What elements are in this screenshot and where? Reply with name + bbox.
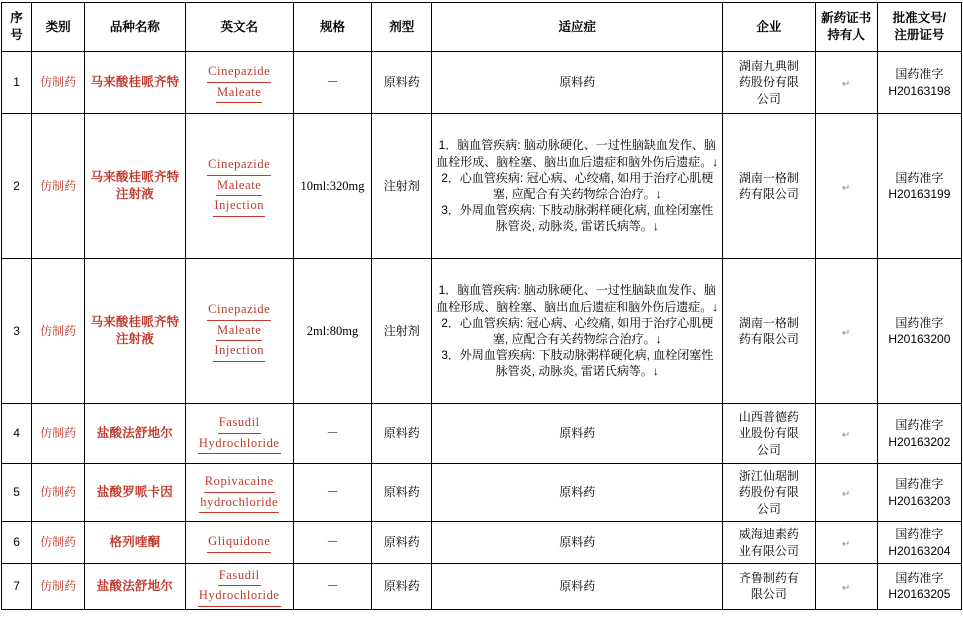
- enterprise-line: 公司: [756, 501, 781, 516]
- approval-line: 国药准字: [895, 418, 944, 433]
- indication-line: 2．心血管疾病: 冠心病、心绞痛, 如用于治疗心肌梗塞, 应配合有关药物综合治疗。↓: [441, 170, 714, 201]
- drug-approval-table: [1, 2, 962, 610]
- cell-enterprise: [723, 259, 815, 404]
- cell-seq: 4: [2, 404, 32, 464]
- en-line: hydrochloride: [199, 493, 279, 513]
- enterprise-line: 浙江仙琚制: [738, 469, 799, 484]
- cell-dosage-form: 注射剂: [372, 114, 432, 259]
- en-line: Injection: [213, 196, 265, 216]
- table-row: [2, 564, 962, 610]
- cell-name: 盐酸罗哌卡因: [85, 464, 185, 522]
- cell-spec: －: [293, 522, 371, 564]
- enterprise-line: 药股份有限: [738, 75, 799, 90]
- table-row: [2, 404, 962, 464]
- cell-category: 仿制药: [32, 564, 85, 610]
- paragraph-mark-icon: ↵: [841, 327, 851, 339]
- cell-spec: －: [293, 464, 371, 522]
- cell-category: 仿制药: [32, 259, 85, 404]
- en-line: Ropivacaine: [204, 472, 275, 492]
- cell-spec: 2ml:80mg: [293, 259, 371, 404]
- cell-cert-holder: [815, 259, 877, 404]
- cell-category: 仿制药: [32, 114, 85, 259]
- approval-line: H20163202: [888, 434, 951, 449]
- en-line: Fasudil: [218, 413, 261, 433]
- header-indications: 适应症: [432, 3, 723, 52]
- cell-name: 马来酸桂哌齐特: [85, 52, 185, 114]
- cell-seq: 7: [2, 564, 32, 610]
- cell-spec: －: [293, 52, 371, 114]
- cell-enterprise: [723, 564, 815, 610]
- approval-line: H20163198: [888, 83, 951, 98]
- cell-dosage-form: 原料药: [372, 564, 432, 610]
- cell-category: 仿制药: [32, 522, 85, 564]
- cell-approval-number: [877, 564, 961, 610]
- header-cert-line2: 持有人: [827, 28, 865, 42]
- table-row: [2, 114, 962, 259]
- paragraph-mark-icon: ↵: [841, 182, 851, 194]
- cell-cert-holder: [815, 52, 877, 114]
- cell-name: 盐酸法舒地尔: [85, 564, 185, 610]
- enterprise-line: 药股份有限: [738, 485, 799, 500]
- indication-line: 原料药: [559, 426, 596, 441]
- en-line: Injection: [213, 341, 265, 361]
- enterprise-line: 湖南一格制: [738, 170, 799, 185]
- header-appr-line2: 注册证号: [894, 28, 945, 42]
- paragraph-mark-icon: ↵: [841, 430, 851, 442]
- en-line: Maleate: [216, 321, 262, 341]
- cell-english-name: [185, 404, 293, 464]
- approval-line: H20163204: [888, 543, 951, 558]
- enterprise-line: 限公司: [750, 587, 787, 602]
- cell-english-name: [185, 522, 293, 564]
- header-approval-number: [877, 3, 961, 52]
- header-name: 品种名称: [85, 3, 185, 52]
- header-enterprise: 企业: [723, 3, 815, 52]
- indication-line: 1．脑血管疾病: 脑动脉硬化、一过性脑缺血发作、脑血栓形成、脑栓塞、脑出血后遗症和脑外伤后遗症。↓: [436, 138, 719, 169]
- cell-approval-number: [877, 259, 961, 404]
- table-row: [2, 52, 962, 114]
- header-seq-line2: 号: [10, 28, 23, 42]
- cell-english-name: [185, 564, 293, 610]
- cell-english-name: [185, 464, 293, 522]
- header-appr-line1: 批准文号/: [892, 11, 947, 26]
- cell-seq: 3: [2, 259, 32, 404]
- cell-enterprise: [723, 464, 815, 522]
- paragraph-mark-icon: ↵: [841, 79, 851, 91]
- en-line: Cinepazide: [207, 62, 271, 82]
- cell-approval-number: [877, 52, 961, 114]
- indication-line: 3．外周血管疾病: 下肢动脉粥样硬化病, 血栓闭塞性脉管炎, 动脉炎, 雷诺氏病等。↓: [441, 203, 714, 234]
- cell-dosage-form: 原料药: [372, 464, 432, 522]
- approval-line: 国药准字: [895, 527, 944, 542]
- cell-dosage-form: 原料药: [372, 52, 432, 114]
- en-line: Fasudil: [218, 566, 261, 586]
- paragraph-mark-icon: ↵: [841, 583, 851, 595]
- cell-cert-holder: [815, 404, 877, 464]
- en-line: Gliquidone: [207, 532, 271, 552]
- enterprise-line: 威海迪素药: [738, 527, 799, 542]
- cell-enterprise: [723, 522, 815, 564]
- cell-enterprise: [723, 404, 815, 464]
- approval-line: H20163199: [888, 187, 951, 201]
- cell-english-name: [185, 259, 293, 404]
- cell-name: 马来酸桂哌齐特注射液: [85, 259, 185, 404]
- cell-dosage-form: 原料药: [372, 522, 432, 564]
- indication-line: 1．脑血管疾病: 脑动脉硬化、一过性脑缺血发作、脑血栓形成、脑栓塞、脑出血后遗症和脑外伤后遗症。↓: [436, 283, 719, 314]
- indication-line: 2．心血管疾病: 冠心病、心绞痛, 如用于治疗心肌梗塞, 应配合有关药物综合治疗。↓: [441, 315, 714, 346]
- table-row: [2, 259, 962, 404]
- cell-approval-number: [877, 522, 961, 564]
- header-cert-holder: [815, 3, 877, 52]
- en-line: Hydrochloride: [198, 586, 281, 606]
- cell-cert-holder: [815, 522, 877, 564]
- enterprise-line: 业有限公司: [738, 543, 799, 558]
- cell-category: 仿制药: [32, 404, 85, 464]
- cell-approval-number: [877, 464, 961, 522]
- cell-name: 格列喹酮: [85, 522, 185, 564]
- cell-cert-holder: [815, 564, 877, 610]
- approval-line: H20163205: [888, 587, 951, 602]
- cell-english-name: [185, 114, 293, 259]
- approval-line: H20163200: [888, 332, 951, 346]
- cell-indications: [432, 404, 723, 464]
- enterprise-line: 公司: [756, 442, 781, 457]
- header-spec: 规格: [293, 3, 371, 52]
- enterprise-line: 齐鲁制药有: [738, 571, 799, 586]
- cell-cert-holder: [815, 114, 877, 259]
- cell-dosage-form: 原料药: [372, 404, 432, 464]
- en-line: Cinepazide: [207, 300, 271, 320]
- approval-line: 国药准字: [895, 67, 944, 82]
- cell-category: 仿制药: [32, 464, 85, 522]
- indication-line: 原料药: [559, 535, 596, 550]
- table-row: [2, 464, 962, 522]
- cell-seq: 5: [2, 464, 32, 522]
- enterprise-line: 山西普德药: [738, 410, 799, 425]
- en-line: Cinepazide: [207, 155, 271, 175]
- approval-line: 国药准字: [895, 315, 944, 330]
- cell-indications: [432, 259, 723, 404]
- header-dosage-form: 剂型: [372, 3, 432, 52]
- cell-indications: [432, 464, 723, 522]
- enterprise-line: 湖南九典制: [738, 59, 799, 74]
- cell-spec: －: [293, 404, 371, 464]
- approval-line: 国药准字: [895, 477, 944, 492]
- en-line: Hydrochloride: [198, 434, 281, 454]
- approval-line: 国药准字: [895, 571, 944, 586]
- cell-category: 仿制药: [32, 52, 85, 114]
- indication-line: 原料药: [559, 485, 596, 500]
- enterprise-line: 药有限公司: [738, 332, 799, 346]
- cell-enterprise: [723, 114, 815, 259]
- cell-indications: [432, 52, 723, 114]
- document-page: [0, 2, 963, 622]
- header-cert-line1: 新药证书: [821, 11, 872, 26]
- indication-line: 3．外周血管疾病: 下肢动脉粥样硬化病, 血栓闭塞性脉管炎, 动脉炎, 雷诺氏病等。↓: [441, 348, 714, 379]
- header-category: 类别: [32, 3, 85, 52]
- approval-line: 国药准字: [895, 170, 944, 185]
- enterprise-line: 药有限公司: [738, 187, 799, 201]
- paragraph-mark-icon: ↵: [841, 539, 851, 551]
- header-english-name: 英文名: [185, 3, 293, 52]
- cell-seq: 1: [2, 52, 32, 114]
- table-header-row: [2, 3, 962, 52]
- cell-name: 盐酸法舒地尔: [85, 404, 185, 464]
- cell-approval-number: [877, 404, 961, 464]
- en-line: Maleate: [216, 83, 262, 103]
- table-row: [2, 522, 962, 564]
- enterprise-line: 业股份有限: [738, 426, 799, 441]
- cell-approval-number: [877, 114, 961, 259]
- cell-seq: 2: [2, 114, 32, 259]
- cell-spec: 10ml:320mg: [293, 114, 371, 259]
- indication-line: 原料药: [559, 75, 596, 90]
- cell-indications: [432, 114, 723, 259]
- header-seq-line1: 序: [10, 11, 23, 26]
- cell-seq: 6: [2, 522, 32, 564]
- cell-english-name: [185, 52, 293, 114]
- cell-indications: [432, 522, 723, 564]
- enterprise-line: 公司: [756, 91, 781, 106]
- cell-enterprise: [723, 52, 815, 114]
- cell-cert-holder: [815, 464, 877, 522]
- cell-indications: [432, 564, 723, 610]
- indication-line: 原料药: [559, 579, 596, 594]
- enterprise-line: 湖南一格制: [738, 315, 799, 330]
- cell-name: 马来酸桂哌齐特注射液: [85, 114, 185, 259]
- en-line: Maleate: [216, 176, 262, 196]
- cell-dosage-form: 注射剂: [372, 259, 432, 404]
- cell-spec: －: [293, 564, 371, 610]
- header-seq: [2, 3, 32, 52]
- approval-line: H20163203: [888, 493, 951, 508]
- paragraph-mark-icon: ↵: [841, 489, 851, 501]
